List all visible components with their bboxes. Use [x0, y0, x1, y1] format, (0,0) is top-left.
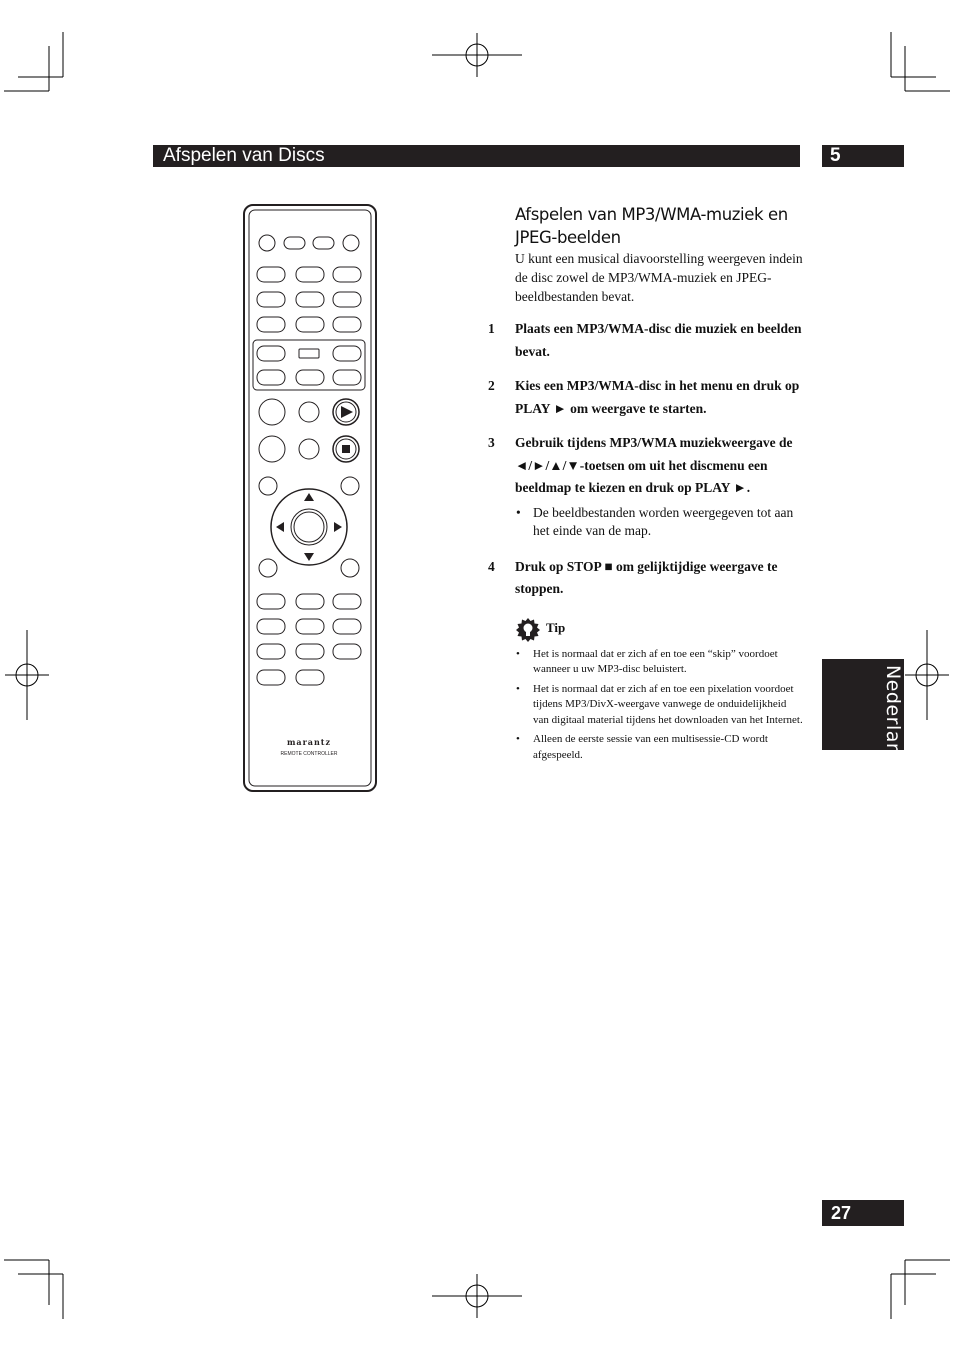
- step-number: 1: [488, 321, 495, 336]
- bullet-symbol: •: [516, 733, 520, 745]
- tip-text: Het is normaal dat er zich af en toe een pixelation voordoet tijdens MP3/DivX-weergave vanwege de onduidelijkheid van digitaal material tijdens het downloaden van het Internet.: [533, 682, 803, 726]
- step-3: [488, 432, 804, 500]
- step-text: Plaats een MP3/WMA-disc die muziek en beelden bevat.: [515, 321, 802, 359]
- tip-header: [515, 617, 804, 643]
- remote-brand: marantz: [286, 737, 332, 747]
- remote-control-drawing: [243, 204, 377, 792]
- step-text: Druk op STOP ■ om gelijktijdige weergave te stoppen.: [515, 558, 778, 596]
- language-tab: [822, 659, 904, 779]
- article: [488, 203, 804, 763]
- arrow-down-icon: [304, 553, 314, 561]
- bullet-symbol: •: [516, 647, 520, 660]
- tip-lightbulb-icon: [515, 617, 541, 643]
- stop-icon: [342, 445, 350, 453]
- bullet-symbol: •: [516, 504, 521, 520]
- step-number: 4: [488, 558, 495, 574]
- step-text: Gebruik tijdens MP3/WMA muziekweergave de ◄/►/▲/▼-toetsen om uit het discmenu een beeldmap te kiezen en druk op PLAY ►.: [515, 435, 793, 495]
- page-number: 27: [831, 1203, 852, 1223]
- step-number: 2: [488, 378, 495, 393]
- tip-text: Alleen de eerste sessie van een multisessie-CD wordt afgespeeld.: [533, 733, 768, 761]
- page-number-box: [822, 1200, 904, 1226]
- tip-item: [488, 732, 804, 763]
- article-title: Afspelen van MP3/WMA-muziek en JPEG-beelden: [515, 205, 788, 247]
- section-title: Afspelen van Discs: [163, 145, 325, 166]
- bullet-symbol: •: [516, 682, 520, 695]
- arrow-left-icon: [276, 522, 284, 532]
- step-1: [488, 318, 804, 363]
- tip-text: Het is normaal dat er zich af en toe een “skip” voordoet wanneer u uw MP3-disc beluistert.: [533, 647, 778, 675]
- chapter-number-box: [822, 145, 904, 167]
- tip-label: Tip: [546, 619, 566, 635]
- remote-caption: REMOTE CONTROLLER: [280, 751, 338, 757]
- bullet-text: De beeldbestanden worden weergegeven tot aan het einde van de map.: [533, 504, 794, 538]
- tip-item: [488, 647, 804, 678]
- language-label: Nederlands: [882, 665, 904, 779]
- step-number: 3: [488, 435, 495, 450]
- play-icon: [341, 406, 353, 418]
- remote-control-illustration: [243, 204, 377, 792]
- article-intro: U kunt een musical diavoorstelling weergeven indein de disc zowel de MP3/WMA-muziek en JPEG-beeldbestanden bevat.: [515, 251, 803, 304]
- section-header: [153, 145, 800, 167]
- tip-item: [488, 682, 804, 729]
- step-text: Kies een MP3/WMA-disc in het menu en druk op PLAY ► om weergave te starten.: [515, 378, 800, 416]
- step-3-bullet: [488, 504, 804, 540]
- step-4: [488, 556, 804, 601]
- step-2: [488, 375, 804, 420]
- arrow-up-icon: [304, 493, 314, 501]
- arrow-right-icon: [334, 522, 342, 532]
- registration-mark-icon: [5, 33, 949, 1318]
- chapter-number: 5: [830, 145, 841, 166]
